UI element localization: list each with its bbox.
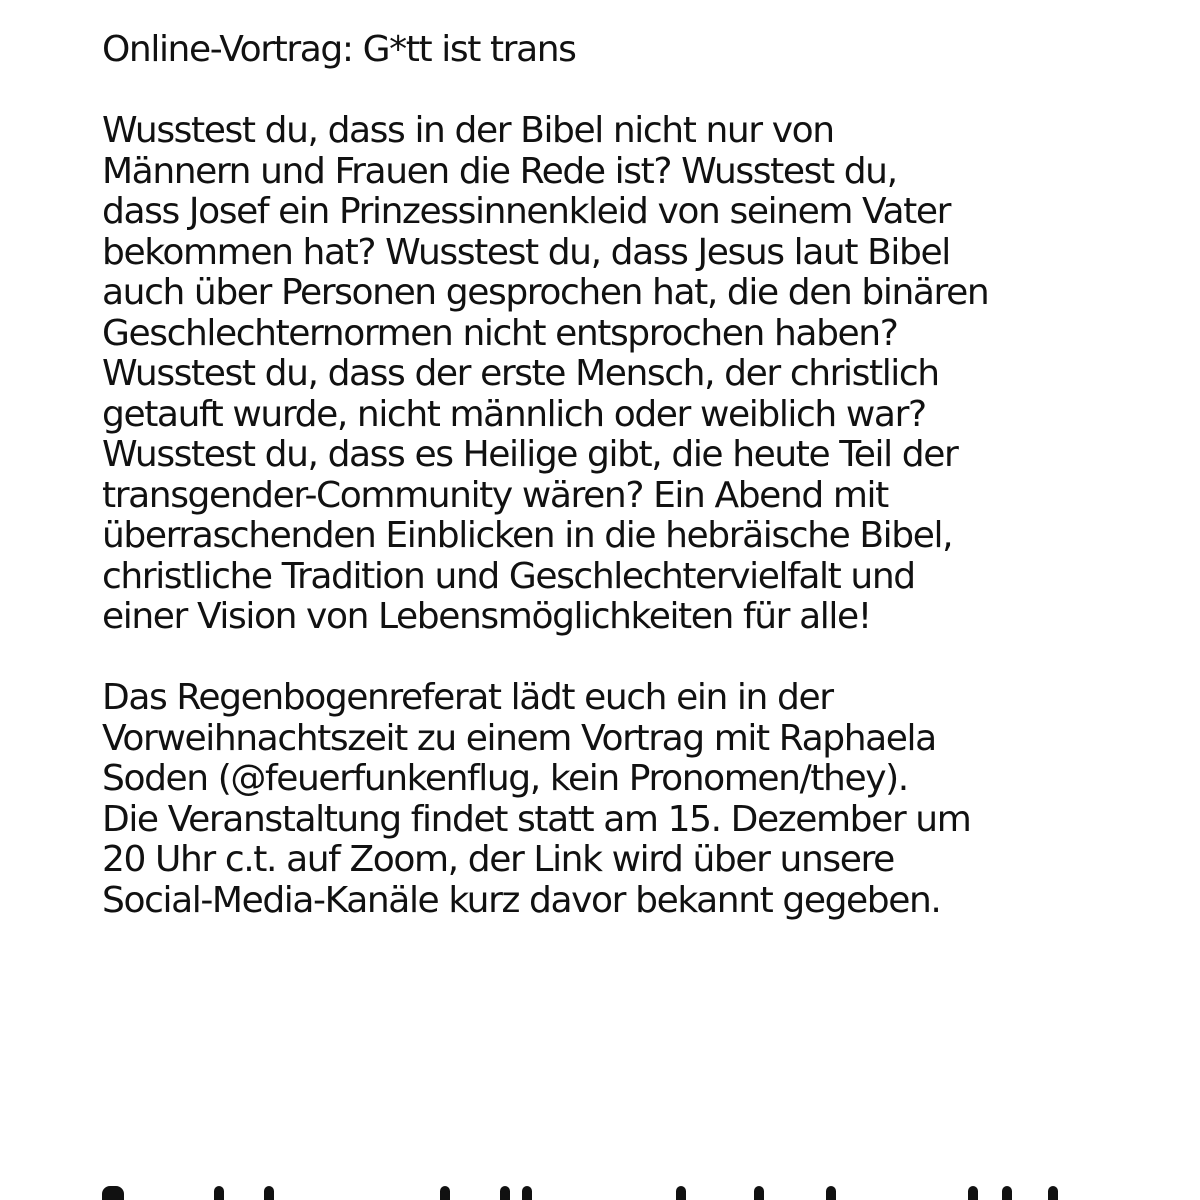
paragraph-invitation: [102, 678, 1182, 921]
document-text: [102, 30, 1182, 921]
clipped-glyph: [264, 1186, 274, 1200]
text-line: Das Regenbogenreferat lädt euch ein in der: [102, 677, 833, 718]
text-line: Vorweihnachtszeit zu einem Vortrag mit Raphaela: [102, 717, 936, 759]
text-line: Social-Media-Kanäle kurz davor bekannt gegeben.: [102, 879, 941, 921]
text-line: Wusstest du, dass in der Bibel nicht nur von: [102, 110, 834, 151]
clipped-glyph: [754, 1186, 764, 1200]
clipped-glyph: [214, 1186, 224, 1200]
text-line: Die Veranstaltung findet statt am 15. Dezember um: [102, 798, 971, 840]
document-title: Online-Vortrag: G*tt ist trans: [102, 29, 576, 70]
text-line: Wusstest du, dass es Heilige gibt, die heute Teil der: [102, 434, 958, 475]
clipped-glyph: [522, 1186, 532, 1200]
text-line: dass Josef ein Prinzessinnenkleid von seinem Vater: [102, 191, 951, 232]
text-line: einer Vision von Lebensmöglichkeiten für alle!: [102, 596, 871, 637]
text-line: 20 Uhr c.t. auf Zoom, der Link wird über unsere: [102, 839, 894, 880]
clipped-glyph: [1048, 1186, 1058, 1200]
text-line: bekommen hat? Wusstest du, dass Jesus laut Bibel: [102, 231, 950, 273]
text-line: Männern und Frauen die Rede ist? Wusstest du,: [102, 150, 897, 192]
text-line: auch über Personen gesprochen hat, die den binären: [102, 272, 989, 313]
text-line: getauft wurde, nicht männlich oder weiblich war?: [102, 393, 926, 435]
text-line: Soden (@feuerfunkenflug, kein Pronomen/they).: [102, 758, 908, 799]
clipped-glyph: [968, 1186, 978, 1200]
text-line: überraschenden Einblicken in die hebräische Bibel,: [102, 515, 953, 556]
text-line: Geschlechternormen nicht entsprochen haben?: [102, 312, 898, 354]
paragraph-gap: [102, 71, 1182, 112]
text-line: Wusstest du, dass der erste Mensch, der christlich: [102, 353, 939, 394]
text-line: transgender-Community wären? Ein Abend mit: [102, 474, 888, 516]
clipped-glyph: [440, 1186, 450, 1200]
clipped-next-line: [102, 1186, 1102, 1200]
clipped-glyph: [826, 1186, 836, 1200]
clipped-glyph: [500, 1186, 510, 1200]
clipped-glyph: [676, 1186, 686, 1200]
paragraph-intro: [102, 111, 1182, 638]
text-line: christliche Tradition und Geschlechtervielfalt und: [102, 555, 915, 597]
clipped-glyph: [1002, 1186, 1012, 1200]
paragraph-gap: [102, 638, 1182, 679]
clipped-glyph: [102, 1186, 124, 1200]
